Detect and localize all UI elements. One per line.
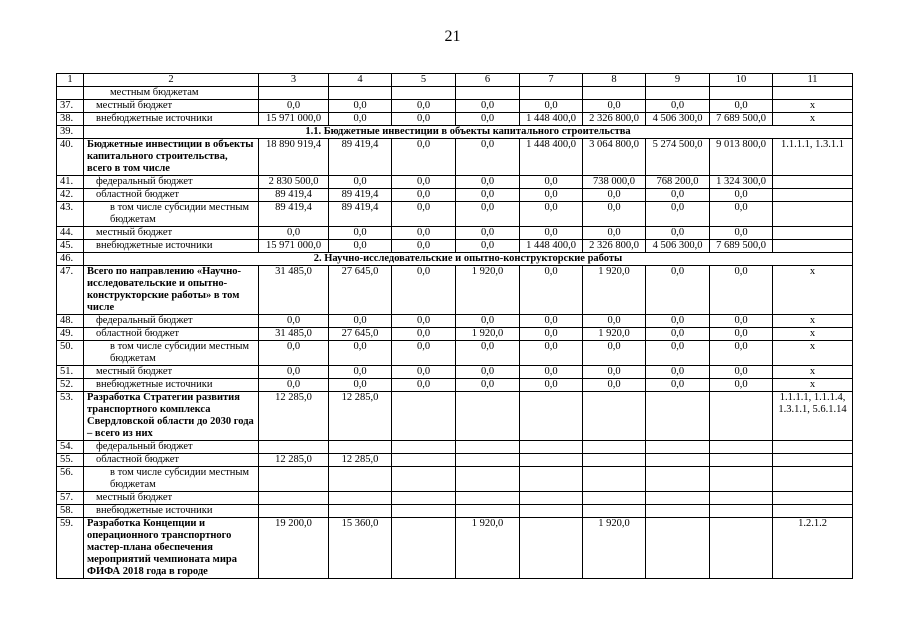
value-cell: 0,0 <box>520 176 583 189</box>
value-cell: 0,0 <box>646 341 710 366</box>
value-cell: 18 890 919,4 <box>259 139 329 176</box>
value-cell: 0,0 <box>259 379 329 392</box>
value-cell <box>392 441 456 454</box>
row-name: местный бюджет <box>84 492 259 505</box>
value-cell <box>520 454 583 467</box>
value-cell <box>329 441 392 454</box>
header-cell: 4 <box>329 74 392 87</box>
row-name: федеральный бюджет <box>84 315 259 328</box>
row-number: 40. <box>57 139 84 176</box>
value-cell <box>583 454 646 467</box>
reference-cell: 1.1.1.1, 1.3.1.1 <box>773 139 853 176</box>
value-cell <box>646 518 710 579</box>
value-cell: 0,0 <box>392 240 456 253</box>
table-row <box>57 441 853 454</box>
row-number: 54. <box>57 441 84 454</box>
header-cell: 1 <box>57 74 84 87</box>
value-cell: 738 000,0 <box>583 176 646 189</box>
value-cell: 0,0 <box>259 100 329 113</box>
reference-cell: x <box>773 379 853 392</box>
row-name: Разработка Стратегии развития транспортного комплекса Свердловской области до 2030 года – всего из них <box>84 392 259 441</box>
row-number: 42. <box>57 189 84 202</box>
value-cell: 0,0 <box>329 240 392 253</box>
budget-table <box>56 73 853 579</box>
value-cell: 12 285,0 <box>329 454 392 467</box>
reference-cell: x <box>773 113 853 126</box>
row-name: в том числе субсидии местным бюджетам <box>84 202 259 227</box>
table-row <box>57 189 853 202</box>
row-name: областной бюджет <box>84 328 259 341</box>
value-cell: 0,0 <box>392 202 456 227</box>
value-cell <box>392 492 456 505</box>
table-row <box>57 467 853 492</box>
value-cell: 4 506 300,0 <box>646 113 710 126</box>
row-number: 52. <box>57 379 84 392</box>
reference-cell: x <box>773 100 853 113</box>
reference-cell: x <box>773 266 853 315</box>
row-name: местный бюджет <box>84 227 259 240</box>
value-cell <box>329 505 392 518</box>
value-cell: 0,0 <box>520 315 583 328</box>
value-cell: 0,0 <box>456 139 520 176</box>
value-cell: 0,0 <box>710 266 773 315</box>
row-number: 46. <box>57 253 84 266</box>
value-cell: 0,0 <box>646 366 710 379</box>
value-cell: 0,0 <box>583 341 646 366</box>
value-cell: 1 448 400,0 <box>520 113 583 126</box>
value-cell: 0,0 <box>392 341 456 366</box>
row-number: 47. <box>57 266 84 315</box>
value-cell <box>646 441 710 454</box>
value-cell: 12 285,0 <box>259 454 329 467</box>
value-cell: 1 920,0 <box>456 266 520 315</box>
value-cell: 0,0 <box>456 341 520 366</box>
value-cell: 0,0 <box>583 315 646 328</box>
value-cell: 1 324 300,0 <box>710 176 773 189</box>
value-cell: 0,0 <box>646 379 710 392</box>
value-cell: 0,0 <box>710 328 773 341</box>
value-cell: 0,0 <box>520 341 583 366</box>
header-cell: 10 <box>710 74 773 87</box>
value-cell: 0,0 <box>456 379 520 392</box>
value-cell: 0,0 <box>520 227 583 240</box>
row-number: 48. <box>57 315 84 328</box>
reference-cell: 1.1.1.1, 1.1.1.4, 1.3.1.1, 5.6.1.14 <box>773 392 853 441</box>
row-name: местным бюджетам <box>84 87 259 100</box>
row-name: местный бюджет <box>84 366 259 379</box>
table-row <box>57 139 853 176</box>
value-cell <box>710 87 773 100</box>
value-cell <box>456 505 520 518</box>
row-name: в том числе субсидии местным бюджетам <box>84 341 259 366</box>
value-cell: 0,0 <box>646 315 710 328</box>
value-cell: 1 920,0 <box>583 328 646 341</box>
value-cell <box>710 441 773 454</box>
reference-cell: x <box>773 341 853 366</box>
value-cell: 0,0 <box>329 100 392 113</box>
value-cell: 2 326 800,0 <box>583 240 646 253</box>
row-number: 51. <box>57 366 84 379</box>
row-name: внебюджетные источники <box>84 240 259 253</box>
value-cell: 0,0 <box>646 266 710 315</box>
value-cell: 0,0 <box>646 189 710 202</box>
value-cell: 0,0 <box>329 366 392 379</box>
reference-cell: x <box>773 315 853 328</box>
value-cell <box>710 454 773 467</box>
value-cell: 89 419,4 <box>329 189 392 202</box>
value-cell: 0,0 <box>259 341 329 366</box>
value-cell: 0,0 <box>583 379 646 392</box>
table-row <box>57 202 853 227</box>
value-cell <box>520 441 583 454</box>
value-cell: 0,0 <box>456 366 520 379</box>
value-cell: 12 285,0 <box>329 392 392 441</box>
value-cell: 0,0 <box>520 189 583 202</box>
value-cell: 0,0 <box>392 189 456 202</box>
table-row <box>57 87 853 100</box>
row-name: Всего по направлению «Научно-исследовательские и опытно-конструкторские работы» в том числе <box>84 266 259 315</box>
value-cell <box>392 505 456 518</box>
value-cell: 1 920,0 <box>583 518 646 579</box>
reference-cell <box>773 454 853 467</box>
value-cell: 0,0 <box>710 341 773 366</box>
value-cell <box>392 87 456 100</box>
value-cell: 0,0 <box>456 189 520 202</box>
row-number: 38. <box>57 113 84 126</box>
reference-cell <box>773 492 853 505</box>
row-name: федеральный бюджет <box>84 441 259 454</box>
row-name: местный бюджет <box>84 100 259 113</box>
row-number: 53. <box>57 392 84 441</box>
value-cell: 0,0 <box>392 379 456 392</box>
value-cell: 89 419,4 <box>259 189 329 202</box>
value-cell: 0,0 <box>392 113 456 126</box>
value-cell: 31 485,0 <box>259 328 329 341</box>
value-cell: 15 971 000,0 <box>259 240 329 253</box>
value-cell <box>329 467 392 492</box>
value-cell: 0,0 <box>710 100 773 113</box>
row-number: 45. <box>57 240 84 253</box>
row-name: Разработка Концепции и операционного транспортного мастер-плана обеспечения мероприятий чемпионата мира ФИФА 2018 года в городе <box>84 518 259 579</box>
header-row <box>57 74 853 87</box>
reference-cell: x <box>773 328 853 341</box>
value-cell: 0,0 <box>520 202 583 227</box>
value-cell <box>710 492 773 505</box>
value-cell: 7 689 500,0 <box>710 113 773 126</box>
header-cell: 5 <box>392 74 456 87</box>
value-cell: 0,0 <box>392 266 456 315</box>
value-cell: 0,0 <box>520 266 583 315</box>
value-cell <box>646 505 710 518</box>
value-cell <box>329 87 392 100</box>
value-cell <box>646 87 710 100</box>
row-name: внебюджетные источники <box>84 505 259 518</box>
row-name: Бюджетные инвестиции в объекты капитального строительства, всего в том числе <box>84 139 259 176</box>
value-cell: 0,0 <box>329 379 392 392</box>
value-cell: 0,0 <box>710 379 773 392</box>
table-row <box>57 454 853 467</box>
table-row <box>57 518 853 579</box>
value-cell <box>583 87 646 100</box>
value-cell: 0,0 <box>392 315 456 328</box>
value-cell <box>710 505 773 518</box>
value-cell: 0,0 <box>392 227 456 240</box>
value-cell: 0,0 <box>392 176 456 189</box>
value-cell <box>520 392 583 441</box>
row-name: областной бюджет <box>84 189 259 202</box>
value-cell: 0,0 <box>392 366 456 379</box>
value-cell <box>710 467 773 492</box>
header-cell: 7 <box>520 74 583 87</box>
table-row <box>57 328 853 341</box>
value-cell: 1 448 400,0 <box>520 139 583 176</box>
section-title: 1.1. Бюджетные инвестиции в объекты капитального строительства <box>84 126 853 139</box>
reference-cell <box>773 87 853 100</box>
value-cell <box>259 441 329 454</box>
value-cell: 3 064 800,0 <box>583 139 646 176</box>
table-row <box>57 266 853 315</box>
row-number: 55. <box>57 454 84 467</box>
table-row <box>57 100 853 113</box>
value-cell: 0,0 <box>259 315 329 328</box>
value-cell: 0,0 <box>259 366 329 379</box>
value-cell: 0,0 <box>583 100 646 113</box>
value-cell: 0,0 <box>520 379 583 392</box>
row-number: 56. <box>57 467 84 492</box>
value-cell: 0,0 <box>392 100 456 113</box>
value-cell: 0,0 <box>520 328 583 341</box>
value-cell: 1 920,0 <box>456 328 520 341</box>
value-cell: 0,0 <box>329 176 392 189</box>
row-number: 59. <box>57 518 84 579</box>
table-row <box>57 113 853 126</box>
value-cell: 0,0 <box>456 100 520 113</box>
row-name: внебюджетные источники <box>84 113 259 126</box>
value-cell <box>646 454 710 467</box>
value-cell: 0,0 <box>520 100 583 113</box>
reference-cell <box>773 227 853 240</box>
row-number: 41. <box>57 176 84 189</box>
table-row <box>57 392 853 441</box>
reference-cell <box>773 505 853 518</box>
value-cell <box>456 454 520 467</box>
section-row <box>57 126 853 139</box>
value-cell: 2 830 500,0 <box>259 176 329 189</box>
header-cell: 3 <box>259 74 329 87</box>
value-cell: 27 645,0 <box>329 328 392 341</box>
value-cell: 1 920,0 <box>456 518 520 579</box>
value-cell <box>392 454 456 467</box>
value-cell <box>392 518 456 579</box>
value-cell: 0,0 <box>646 328 710 341</box>
value-cell: 9 013 800,0 <box>710 139 773 176</box>
value-cell: 15 360,0 <box>329 518 392 579</box>
table-row <box>57 341 853 366</box>
reference-cell <box>773 467 853 492</box>
value-cell <box>392 392 456 441</box>
value-cell: 27 645,0 <box>329 266 392 315</box>
row-number: 49. <box>57 328 84 341</box>
value-cell <box>456 87 520 100</box>
value-cell: 0,0 <box>259 227 329 240</box>
value-cell <box>520 87 583 100</box>
row-number: 50. <box>57 341 84 366</box>
value-cell <box>520 518 583 579</box>
header-cell: 8 <box>583 74 646 87</box>
reference-cell: x <box>773 366 853 379</box>
value-cell: 0,0 <box>710 366 773 379</box>
value-cell: 19 200,0 <box>259 518 329 579</box>
value-cell: 1 448 400,0 <box>520 240 583 253</box>
value-cell <box>646 392 710 441</box>
value-cell: 5 274 500,0 <box>646 139 710 176</box>
value-cell: 0,0 <box>583 202 646 227</box>
value-cell: 0,0 <box>583 366 646 379</box>
reference-cell <box>773 176 853 189</box>
value-cell: 0,0 <box>646 202 710 227</box>
value-cell: 0,0 <box>392 328 456 341</box>
row-number: 43. <box>57 202 84 227</box>
value-cell <box>583 467 646 492</box>
value-cell: 12 285,0 <box>259 392 329 441</box>
value-cell <box>520 492 583 505</box>
value-cell: 89 419,4 <box>259 202 329 227</box>
table-row <box>57 227 853 240</box>
section-row <box>57 253 853 266</box>
value-cell: 0,0 <box>520 366 583 379</box>
row-number: 58. <box>57 505 84 518</box>
row-number <box>57 87 84 100</box>
value-cell: 1 920,0 <box>583 266 646 315</box>
header-cell: 11 <box>773 74 853 87</box>
value-cell: 0,0 <box>710 189 773 202</box>
table-row <box>57 176 853 189</box>
row-number: 39. <box>57 126 84 139</box>
row-number: 44. <box>57 227 84 240</box>
value-cell <box>520 505 583 518</box>
value-cell <box>456 467 520 492</box>
value-cell <box>583 492 646 505</box>
row-name: в том числе субсидии местным бюджетам <box>84 467 259 492</box>
value-cell: 0,0 <box>456 227 520 240</box>
header-cell: 9 <box>646 74 710 87</box>
value-cell <box>646 492 710 505</box>
value-cell: 31 485,0 <box>259 266 329 315</box>
value-cell <box>329 492 392 505</box>
value-cell: 15 971 000,0 <box>259 113 329 126</box>
table-row <box>57 505 853 518</box>
value-cell: 0,0 <box>392 139 456 176</box>
value-cell <box>259 87 329 100</box>
value-cell <box>583 441 646 454</box>
row-name: федеральный бюджет <box>84 176 259 189</box>
value-cell <box>583 505 646 518</box>
header-cell: 6 <box>456 74 520 87</box>
value-cell: 0,0 <box>329 113 392 126</box>
value-cell: 0,0 <box>456 113 520 126</box>
value-cell: 0,0 <box>456 315 520 328</box>
value-cell <box>259 505 329 518</box>
value-cell <box>456 441 520 454</box>
value-cell: 89 419,4 <box>329 202 392 227</box>
row-name: внебюджетные источники <box>84 379 259 392</box>
value-cell <box>259 492 329 505</box>
value-cell: 0,0 <box>583 227 646 240</box>
value-cell: 0,0 <box>646 227 710 240</box>
value-cell: 0,0 <box>329 341 392 366</box>
value-cell: 0,0 <box>456 176 520 189</box>
row-number: 37. <box>57 100 84 113</box>
table-row <box>57 366 853 379</box>
value-cell: 2 326 800,0 <box>583 113 646 126</box>
reference-cell <box>773 189 853 202</box>
value-cell <box>646 467 710 492</box>
value-cell <box>456 492 520 505</box>
value-cell: 768 200,0 <box>646 176 710 189</box>
value-cell: 4 506 300,0 <box>646 240 710 253</box>
table-row <box>57 315 853 328</box>
header-cell: 2 <box>84 74 259 87</box>
value-cell <box>583 392 646 441</box>
value-cell: 89 419,4 <box>329 139 392 176</box>
value-cell: 0,0 <box>329 227 392 240</box>
value-cell: 0,0 <box>329 315 392 328</box>
value-cell: 0,0 <box>456 240 520 253</box>
row-number: 57. <box>57 492 84 505</box>
value-cell: 0,0 <box>710 202 773 227</box>
reference-cell: 1.2.1.2 <box>773 518 853 579</box>
value-cell <box>392 467 456 492</box>
value-cell <box>520 467 583 492</box>
value-cell <box>710 392 773 441</box>
value-cell <box>710 518 773 579</box>
reference-cell <box>773 240 853 253</box>
value-cell: 0,0 <box>710 227 773 240</box>
value-cell <box>456 392 520 441</box>
page-number: 21 <box>444 28 461 45</box>
table-row <box>57 379 853 392</box>
row-name: областной бюджет <box>84 454 259 467</box>
reference-cell <box>773 202 853 227</box>
value-cell: 0,0 <box>646 100 710 113</box>
reference-cell <box>773 441 853 454</box>
table-row <box>57 240 853 253</box>
value-cell: 0,0 <box>456 202 520 227</box>
value-cell: 0,0 <box>583 189 646 202</box>
table-row <box>57 492 853 505</box>
value-cell: 0,0 <box>710 315 773 328</box>
value-cell: 7 689 500,0 <box>710 240 773 253</box>
value-cell <box>259 467 329 492</box>
section-title: 2. Научно-исследовательские и опытно-конструкторские работы <box>84 253 853 266</box>
